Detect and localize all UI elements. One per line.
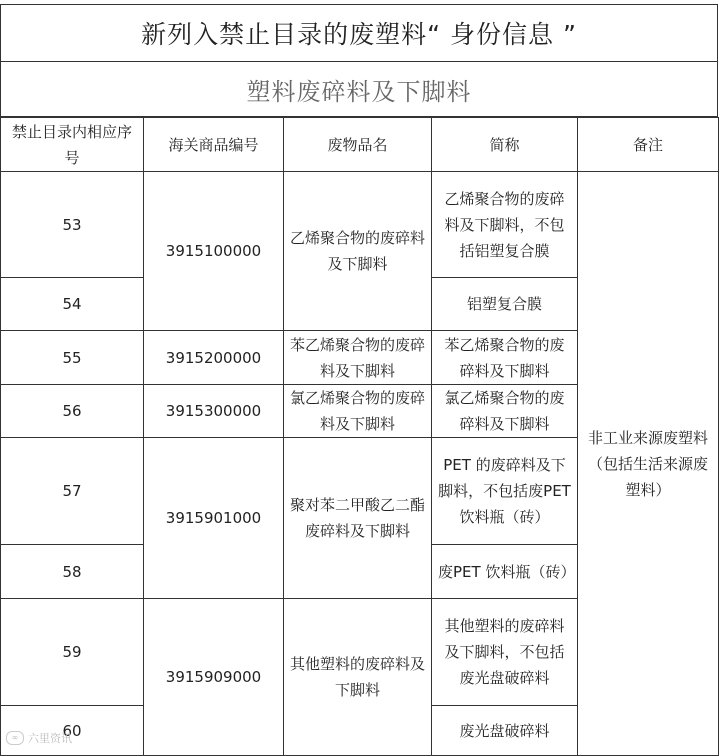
seq-cell: 60: [1, 706, 144, 756]
table-row: [1, 172, 719, 278]
abbr-cell: 氯乙烯聚合物的废碎料及下脚料: [432, 385, 578, 438]
waste-plastic-table: [0, 117, 719, 756]
code-cell: 3915100000: [144, 172, 284, 331]
remark-cell: 非工业来源废塑料（包括生活来源废塑料）: [578, 172, 719, 756]
page-subtitle: 塑料废碎料及下脚料: [0, 62, 718, 117]
abbr-cell: 乙烯聚合物的废碎料及下脚料，不包括铝塑复合膜: [432, 172, 578, 278]
code-cell: 3915901000: [144, 438, 284, 599]
table-header-row: [1, 118, 719, 172]
name-cell: 苯乙烯聚合物的废碎料及下脚料: [284, 331, 432, 385]
header-abbr: 简称: [432, 118, 578, 172]
name-cell: 其他塑料的废碎料及下脚料: [284, 599, 432, 756]
header-seq: 禁止目录内相应序号: [1, 118, 144, 172]
name-cell: 聚对苯二甲酸乙二酯废碎料及下脚料: [284, 438, 432, 599]
seq-cell: 57: [1, 438, 144, 545]
code-cell: 3915909000: [144, 599, 284, 756]
header-remark: 备注: [578, 118, 719, 172]
name-cell: 乙烯聚合物的废碎料及下脚料: [284, 172, 432, 331]
page-title: 新列入禁止目录的废塑料“ 身份信息 ”: [0, 4, 718, 62]
code-cell: 3915200000: [144, 331, 284, 385]
header-code: 海关商品编号: [144, 118, 284, 172]
seq-cell: 55: [1, 331, 144, 385]
abbr-cell: 废光盘破碎料: [432, 706, 578, 756]
abbr-cell: 铝塑复合膜: [432, 278, 578, 331]
abbr-cell: 其他塑料的废碎料及下脚料，不包括废光盘破碎料: [432, 599, 578, 706]
abbr-cell: PET 的废碎料及下脚料，不包括废PET 饮料瓶（砖）: [432, 438, 578, 545]
watermark: [6, 730, 72, 746]
watermark-logo-icon: ∞: [6, 731, 24, 745]
seq-cell: 59: [1, 599, 144, 706]
watermark-text: 六里资讯: [28, 732, 72, 745]
seq-cell: 56: [1, 385, 144, 438]
seq-cell: 53: [1, 172, 144, 278]
seq-cell: 58: [1, 545, 144, 599]
abbr-cell: 废PET 饮料瓶（砖）: [432, 545, 578, 599]
name-cell: 氯乙烯聚合物的废碎料及下脚料: [284, 385, 432, 438]
code-cell: 3915300000: [144, 385, 284, 438]
header-name: 废物品名: [284, 118, 432, 172]
abbr-cell: 苯乙烯聚合物的废碎料及下脚料: [432, 331, 578, 385]
seq-cell: 54: [1, 278, 144, 331]
